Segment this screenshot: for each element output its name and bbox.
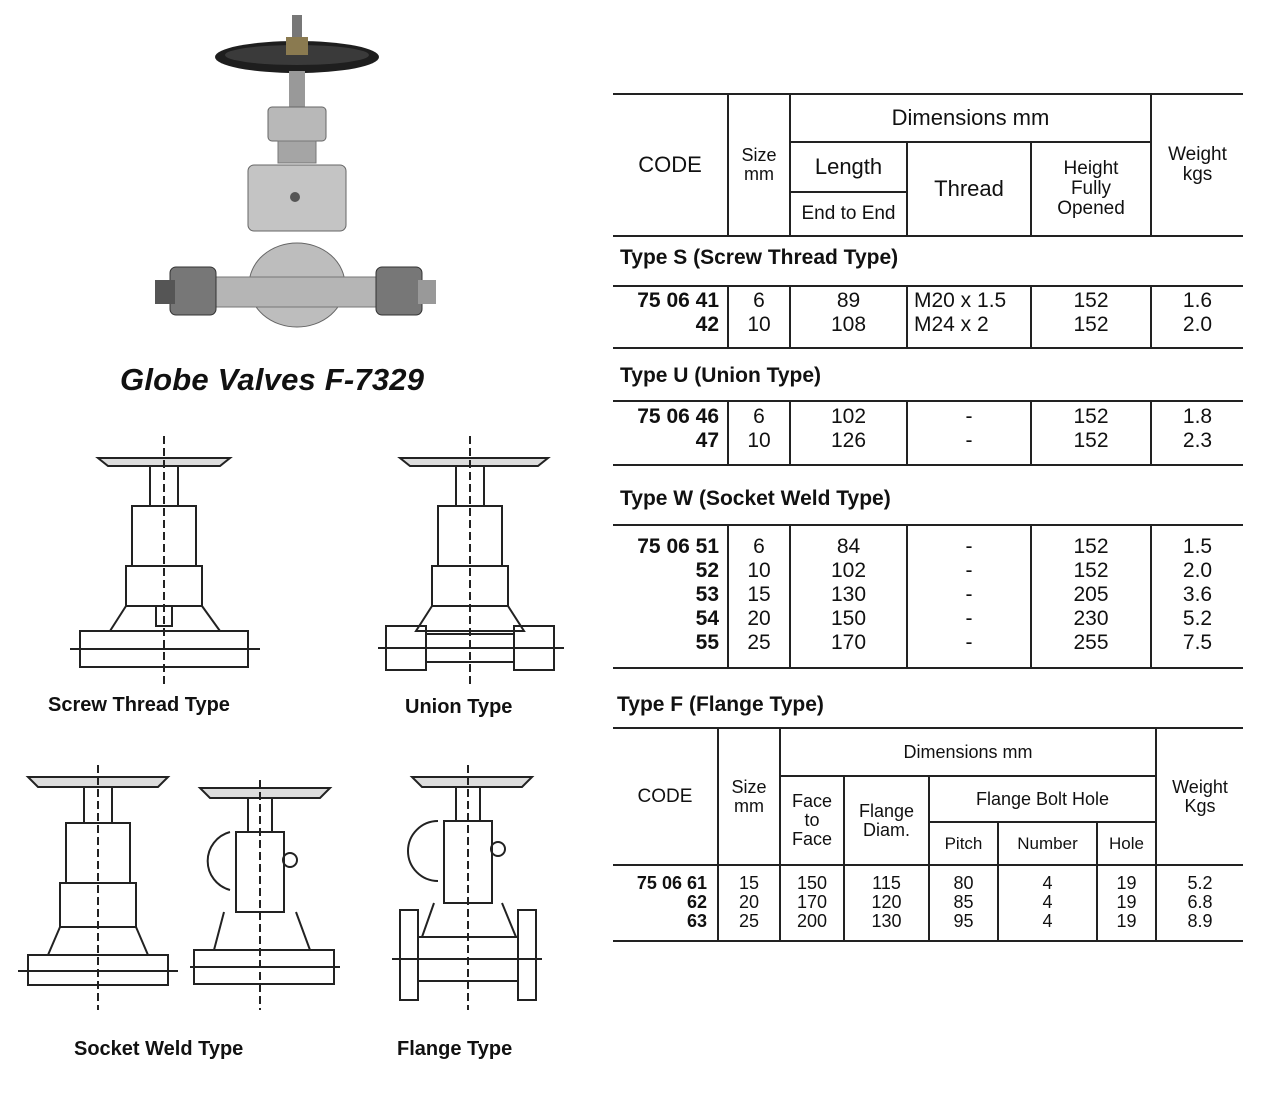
flange-header-pitch: Pitch [944, 833, 983, 853]
weight-cell: 8.9 [1187, 911, 1213, 931]
length-cell: 130 [830, 583, 867, 606]
face-cell: 150 [796, 873, 828, 893]
union-type-drawing [378, 436, 568, 686]
flange-weights [1157, 874, 1243, 931]
length-cell: 170 [830, 631, 867, 654]
section-label-s: Type S (Screw Thread Type) [620, 246, 899, 269]
code-cell: 47 [695, 429, 719, 452]
code-cell: 75 06 46 [637, 405, 719, 428]
thread-cell: - [965, 429, 973, 452]
flange-header-hole: Hole [1109, 833, 1144, 853]
thread-cell: - [965, 583, 973, 606]
header-height: Height Fully Opened [1057, 158, 1125, 219]
header-thread: Thread [934, 176, 1004, 202]
weight-cell: 2.0 [1182, 559, 1213, 582]
caption-flange: Flange Type [397, 1038, 513, 1060]
sizes-s [729, 289, 789, 337]
codes-u [613, 405, 719, 453]
pitch-cell: 80 [953, 873, 974, 893]
page-title: Globe Valves F-7329 [120, 362, 425, 397]
sizes-w [729, 535, 789, 655]
height-cell: 152 [1073, 429, 1109, 452]
hole-cell: 19 [1116, 911, 1137, 931]
flange-header-code: CODE [637, 785, 693, 807]
header-size: Size mm [741, 145, 777, 184]
length-cell: 84 [836, 535, 861, 558]
flange-header-face: Face to Face [791, 791, 833, 849]
caption-socket-weld: Socket Weld Type [74, 1038, 244, 1060]
size-cell: 6 [753, 405, 765, 428]
heights-u [1032, 405, 1150, 453]
length-cell: 102 [830, 405, 867, 428]
lengths-w [791, 535, 906, 655]
size-cell: 6 [753, 289, 765, 312]
thread-cell: - [965, 631, 973, 654]
code-cell: 54 [695, 607, 719, 630]
height-cell: 152 [1073, 559, 1109, 582]
flange-type-drawing [392, 765, 542, 1010]
flange-header-number: Number [1017, 833, 1078, 853]
header-end-to-end: End to End [801, 203, 896, 225]
flange-faces [781, 874, 843, 931]
thread-cell: - [965, 535, 973, 558]
height-cell: 152 [1073, 289, 1109, 312]
size-cell: 10 [747, 313, 771, 336]
weight-cell: 1.6 [1182, 289, 1213, 312]
threads-u [908, 405, 1030, 453]
thread-cell: - [965, 405, 973, 428]
number-cell: 4 [1042, 892, 1053, 912]
size-cell: 10 [747, 429, 771, 452]
face-cell: 170 [796, 892, 828, 912]
flange-sizes [719, 874, 779, 931]
lengths-u [791, 405, 906, 453]
height-cell: 152 [1073, 405, 1109, 428]
flange-pitches [930, 874, 997, 931]
codes-w [613, 535, 719, 655]
code-cell: 55 [695, 631, 719, 654]
header-length: Length [814, 154, 883, 180]
thread-cell: - [965, 559, 973, 582]
weight-cell: 1.8 [1182, 405, 1213, 428]
diam-cell: 120 [871, 892, 902, 912]
code-cell: 52 [695, 559, 719, 582]
weights-s [1152, 289, 1243, 337]
height-cell: 152 [1073, 313, 1109, 336]
thread-cell: M24 x 2 [914, 313, 989, 336]
size-cell: 6 [753, 535, 765, 558]
thread-cell: M20 x 1.5 [914, 289, 1007, 312]
pitch-cell: 85 [953, 892, 974, 912]
length-cell: 102 [830, 559, 867, 582]
caption-union: Union Type [405, 696, 513, 718]
size-cell: 10 [747, 559, 771, 582]
code-cell: 75 06 61 [636, 873, 707, 893]
height-cell: 255 [1073, 631, 1109, 654]
screw-thread-type-drawing [70, 436, 260, 686]
pitch-cell: 95 [953, 911, 974, 931]
size-cell: 25 [738, 911, 760, 931]
code-cell: 63 [686, 911, 707, 931]
header-dimensions: Dimensions mm [891, 105, 1050, 131]
weight-cell: 2.0 [1182, 313, 1213, 336]
length-cell: 89 [836, 289, 861, 312]
number-cell: 4 [1042, 873, 1053, 893]
code-cell: 75 06 51 [637, 535, 719, 558]
hole-cell: 19 [1116, 873, 1137, 893]
size-cell: 20 [747, 607, 771, 630]
weight-cell: 6.8 [1187, 892, 1213, 912]
globe-valve-photo [150, 15, 440, 335]
length-cell: 126 [830, 429, 867, 452]
size-cell: 15 [738, 873, 760, 893]
section-label-u: Type U (Union Type) [620, 364, 822, 387]
flange-header-size: Size mm [731, 776, 767, 816]
size-cell: 25 [747, 631, 771, 654]
codes-s [613, 289, 719, 337]
weight-cell: 2.3 [1182, 429, 1213, 452]
sizes-u [729, 405, 789, 453]
weight-cell: 5.2 [1182, 607, 1213, 630]
size-cell: 15 [747, 583, 771, 606]
socket-weld-type-drawing-2 [190, 780, 340, 1010]
length-cell: 108 [830, 313, 867, 336]
section-label-w: Type W (Socket Weld Type) [620, 487, 891, 510]
face-cell: 200 [796, 911, 828, 931]
heights-s [1032, 289, 1150, 337]
flange-diams [845, 874, 928, 931]
weight-cell: 3.6 [1182, 583, 1213, 606]
flange-header-weight: Weight Kgs [1172, 776, 1228, 816]
heights-w [1032, 535, 1150, 655]
size-cell: 20 [738, 892, 760, 912]
threads-s [908, 289, 1030, 337]
weight-cell: 7.5 [1182, 631, 1213, 654]
flange-header-dimensions: Dimensions mm [903, 741, 1033, 762]
code-cell: 75 06 41 [637, 289, 719, 312]
flange-holes [1098, 874, 1155, 931]
header-code: CODE [638, 152, 702, 178]
flange-codes [613, 874, 707, 931]
weight-cell: 5.2 [1187, 873, 1213, 893]
number-cell: 4 [1042, 911, 1053, 931]
flange-header-bolt-hole: Flange Bolt Hole [975, 788, 1110, 809]
flange-numbers [999, 874, 1096, 931]
section-label-f: Type F (Flange Type) [617, 693, 824, 716]
header-weight: Weight kgs [1168, 144, 1227, 185]
hole-cell: 19 [1116, 892, 1137, 912]
code-cell: 62 [686, 892, 707, 912]
code-cell: 53 [695, 583, 719, 606]
socket-weld-type-drawing [18, 765, 178, 1010]
weight-cell: 1.5 [1182, 535, 1213, 558]
weights-u [1152, 405, 1243, 453]
thread-cell: - [965, 607, 973, 630]
lengths-s [791, 289, 906, 337]
caption-screw-thread: Screw Thread Type [48, 694, 230, 716]
diam-cell: 115 [872, 873, 901, 893]
height-cell: 230 [1073, 607, 1109, 630]
diam-cell: 130 [871, 911, 902, 931]
weights-w [1152, 535, 1243, 655]
length-cell: 150 [830, 607, 867, 630]
flange-header-diam: Flange Diam. [858, 800, 915, 840]
height-cell: 152 [1073, 535, 1109, 558]
height-cell: 205 [1073, 583, 1109, 606]
code-cell: 42 [695, 313, 719, 336]
threads-w [908, 535, 1030, 655]
